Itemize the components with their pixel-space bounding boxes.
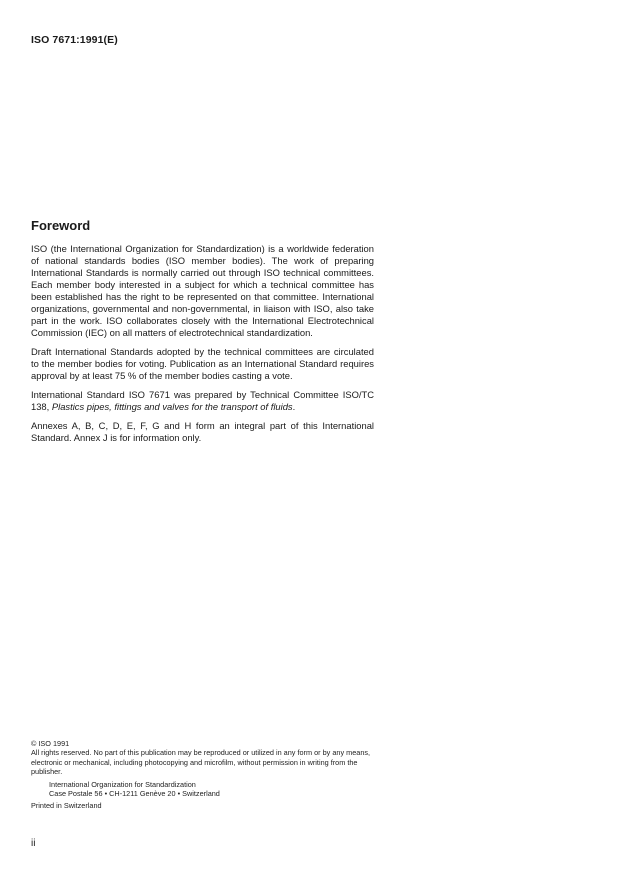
page-number: ii [31,838,36,849]
copyright-line: © ISO 1991 [31,739,70,748]
prepared-by-text: International Standard ISO 7671 was prepared by Technical Committee ISO/TC 138, [31,389,374,412]
section-title: Foreword [31,218,91,233]
document-id: ISO 7671:1991(E) [31,34,118,46]
printed-in: Printed in Switzerland [31,801,102,811]
copyright-footer [31,739,376,811]
prepared-by-end: . [292,401,296,412]
paragraph-annexes: Annexes A, B, C, D, E, F, G and H form an integral part of this International Standard. Annex J is for information only. [31,420,374,443]
committee-title: Plastics pipes, fittings and valves for the transport of fluids [51,401,293,412]
paragraph-prepared-by [31,389,374,413]
paragraph-draft-standards: Draft International Standards adopted by the technical committees are circulated to the member bodies for voting. Publication as an International Standard requires approval by at least 75 % of the member bodies casting a vote. [31,346,374,381]
organization-address: Case Postale 56 • CH-1211 Genève 20 • Switzerland [49,789,220,799]
foreword-body [31,243,374,451]
rights-statement: All rights reserved. No part of this publication may be reproduced or utilized in any form or by any means, electronic or mechanical, including photocopying and microfilm, without permission in writing from the publisher. [31,748,371,777]
paragraph-iso-intro: ISO (the International Organization for Standardization) is a worldwide federation of national standards bodies (ISO member bodies). The work of preparing International Standards is normally carried out through ISO technical committees. Each member body interested in a subject for which a technical committee has been established has the right to be represented on that committee. International organizations, governmental and non-governmental, in liaison with ISO, also take part in the work. ISO collaborates closely with the International Electrotechnical Commission (IEC) on all matters of electrotechnical standardization. [31,243,374,338]
organization-name: International Organization for Standardization [49,779,196,789]
